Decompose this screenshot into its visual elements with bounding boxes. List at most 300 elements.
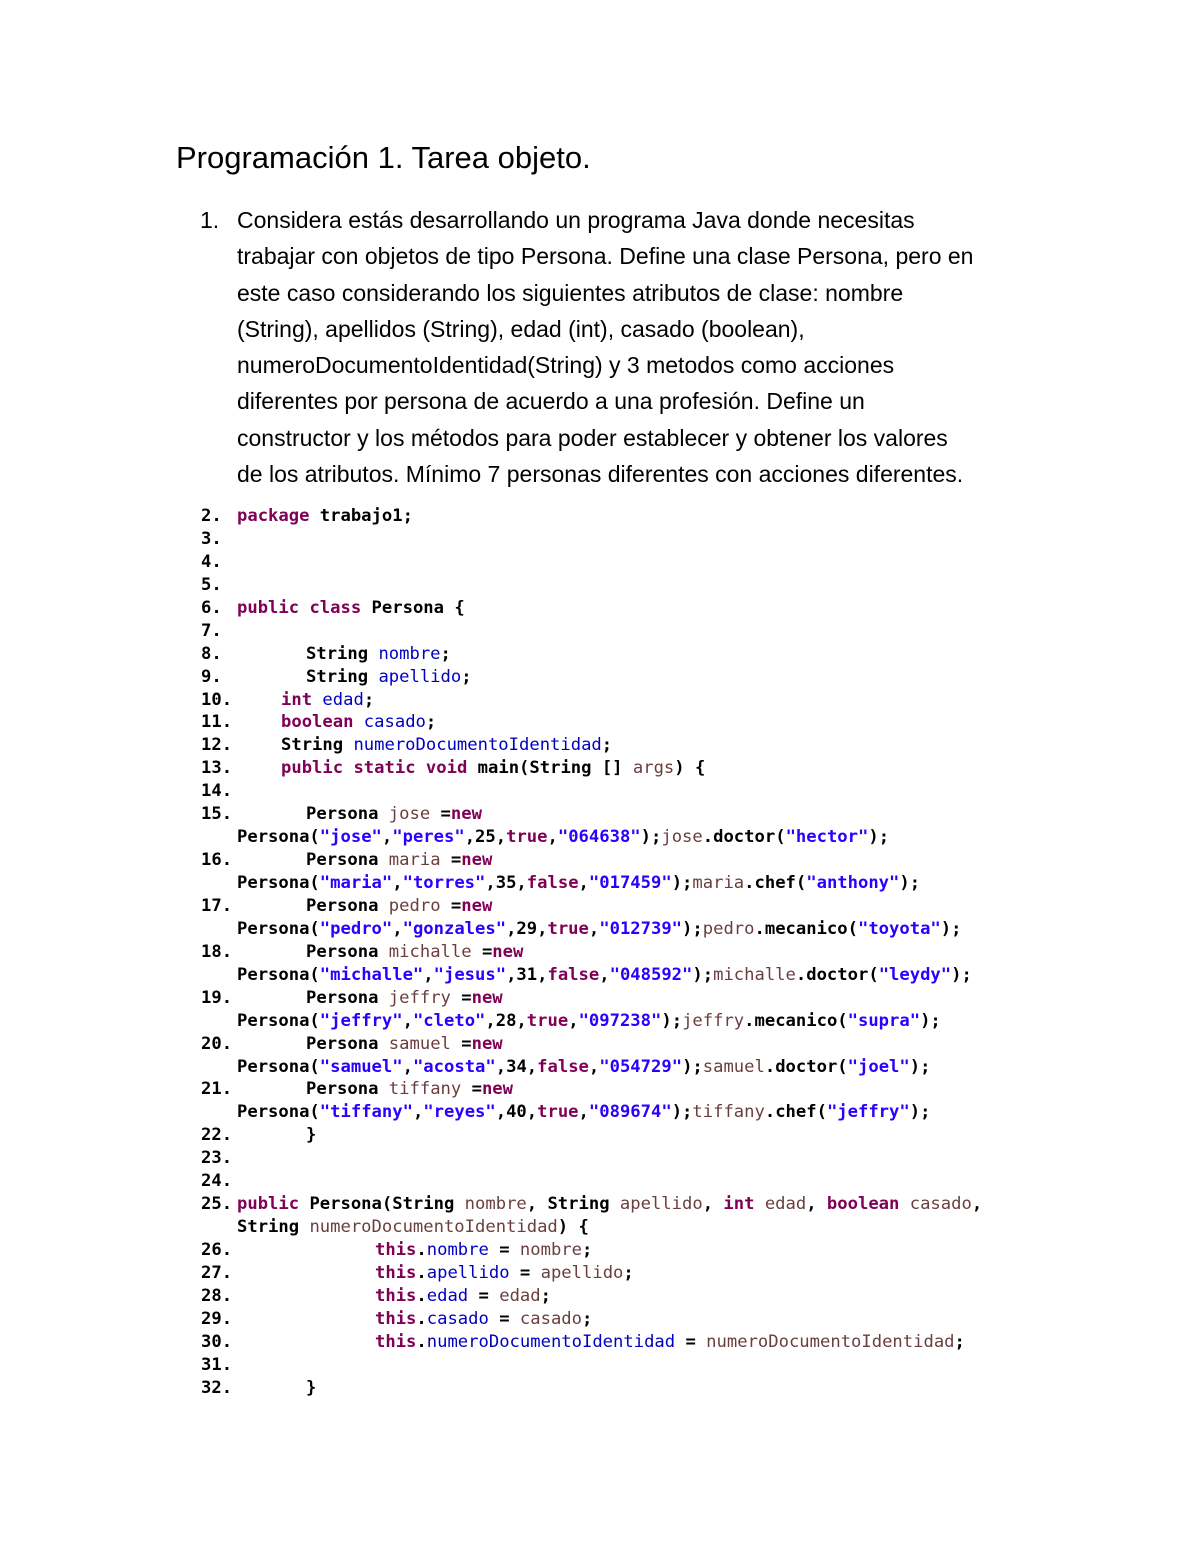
code-token [299, 598, 309, 618]
line-number: 28. [201, 1285, 233, 1306]
line-number: 5. [201, 574, 222, 595]
code-line [0, 1354, 1200, 1377]
code-token: ,25, [464, 827, 507, 848]
code-token: ); [671, 873, 693, 893]
code-line [0, 941, 1200, 964]
code-token: true [506, 827, 548, 848]
code-token: ); [661, 1010, 683, 1031]
code-token: = [430, 804, 451, 825]
code-token: casado [909, 1194, 972, 1215]
code-token: public [237, 1194, 300, 1215]
question-text [237, 202, 1057, 492]
code-token: , [588, 918, 600, 939]
code-token: , [381, 827, 393, 848]
code-text [306, 895, 492, 918]
code-text [281, 734, 612, 757]
code-token: "samuel" [319, 1056, 403, 1077]
code-token: apellido [619, 1194, 703, 1215]
code-token: = [450, 987, 472, 1008]
code-token: casado [519, 1308, 582, 1329]
code-token: "toyota" [857, 918, 941, 939]
code-token: "048592" [609, 964, 693, 985]
code-text [237, 918, 961, 941]
code-line [0, 528, 1200, 551]
code-token: new [461, 895, 493, 916]
code-token: "leydy" [878, 964, 952, 985]
line-number: 24. [201, 1171, 233, 1192]
question-line: este caso considerando los siguientes atributos de clase: nombre [237, 279, 904, 306]
code-token: ,34, [495, 1056, 538, 1077]
code-token: .mecanico( [754, 918, 858, 939]
line-number: 15. [201, 804, 233, 825]
code-token: true [537, 1102, 579, 1123]
code-token: class [309, 597, 362, 618]
code-line [0, 826, 1200, 849]
code-line [0, 666, 1200, 689]
code-token: = [461, 1079, 482, 1100]
code-listing [0, 505, 1200, 1400]
code-token: .doctor( [764, 1056, 848, 1077]
code-token: , [412, 1102, 424, 1123]
code-token: this [375, 1262, 417, 1283]
code-token: "anthony" [806, 873, 900, 893]
code-token: , [547, 827, 558, 848]
code-token: jeffry [388, 987, 451, 1008]
code-line [0, 987, 1200, 1010]
code-text [237, 1010, 941, 1033]
code-token: jose [388, 804, 431, 825]
code-token: new [461, 850, 493, 871]
code-token: boolean [826, 1194, 900, 1215]
code-token: , String [526, 1194, 620, 1215]
code-token [353, 712, 363, 732]
question-line: (String), apellidos (String), edad (int), casado (boolean), [237, 315, 805, 342]
line-number: 13. [201, 758, 233, 779]
code-token: , [599, 964, 610, 985]
code-token: ; [582, 1240, 593, 1260]
code-text [306, 1033, 503, 1056]
code-token: .chef( [744, 873, 807, 893]
code-token: void [425, 758, 468, 779]
code-token: ); [640, 827, 662, 848]
code-token: "maria" [319, 873, 393, 893]
code-token: , [578, 1102, 589, 1123]
code-token: Persona [306, 987, 389, 1008]
code-token: "054729" [599, 1056, 683, 1077]
line-number: 25. [201, 1194, 233, 1215]
code-token: = [468, 1285, 500, 1306]
code-token: numeroDocumentoIdentidad [706, 1331, 955, 1352]
code-token: ; [954, 1331, 965, 1352]
code-token: ); [940, 918, 962, 939]
code-token: Persona( [237, 964, 320, 985]
code-token: , [971, 1194, 983, 1215]
question-line: Considera estás desarrollando un programa Java donde necesitas [237, 207, 915, 233]
code-text [237, 505, 413, 528]
code-token [343, 758, 353, 778]
code-token: true [526, 1010, 569, 1031]
code-token: casado [363, 712, 426, 733]
code-text [306, 1078, 513, 1101]
line-number: 27. [201, 1262, 233, 1283]
code-token: . [416, 1262, 427, 1283]
code-token: "jeffry" [826, 1102, 910, 1123]
code-token: . [416, 1240, 427, 1260]
code-token: ); [868, 827, 890, 848]
code-line [0, 1124, 1200, 1147]
question-line: constructor y los métodos para poder establecer y obtener los valores [237, 424, 948, 451]
code-token: .mecanico( [744, 1010, 848, 1031]
code-token: ,35, [485, 873, 527, 893]
code-token: } [306, 1125, 317, 1146]
code-line [0, 597, 1200, 620]
code-token: Persona( [237, 873, 320, 893]
code-token: "michalle" [319, 964, 424, 985]
code-text [375, 1308, 592, 1331]
code-token: samuel [702, 1056, 765, 1077]
code-token: edad [764, 1194, 807, 1215]
code-token: false [537, 1056, 589, 1077]
line-number: 19. [201, 987, 233, 1008]
line-number: 12. [201, 735, 233, 756]
code-token: nombre [519, 1240, 582, 1260]
line-number: 11. [201, 712, 233, 733]
code-token: , [568, 1010, 579, 1031]
code-token: nombre [464, 1194, 527, 1215]
code-token: . [416, 1285, 427, 1306]
question-line: de los atributos. Mínimo 7 personas diferentes con acciones diferentes. [237, 461, 964, 488]
code-token: public [237, 597, 300, 618]
code-line [0, 1056, 1200, 1079]
code-token: new [450, 804, 482, 825]
code-token: String [306, 666, 379, 687]
code-token: ; [601, 735, 613, 756]
code-token: ) { [674, 758, 706, 779]
code-token: Persona( [237, 1056, 320, 1077]
code-token: .chef( [764, 1102, 827, 1123]
code-token: this [375, 1285, 417, 1306]
code-token: package [237, 506, 310, 526]
code-text [281, 711, 436, 734]
code-line [0, 1101, 1200, 1124]
code-token: numeroDocumentoIdentidad [353, 735, 602, 756]
code-token: "017459" [588, 873, 672, 893]
code-token: this [375, 1240, 417, 1260]
code-token: "cleto" [412, 1010, 486, 1031]
code-text [306, 643, 451, 666]
code-token: ); [909, 1102, 931, 1123]
code-token: michalle [713, 964, 796, 985]
code-token: int [281, 689, 313, 710]
code-token: .doctor( [702, 827, 786, 848]
line-number: 10. [201, 689, 233, 710]
code-token: ,40, [495, 1102, 538, 1123]
line-number: 6. [201, 597, 222, 618]
code-token: false [547, 964, 600, 985]
code-token: Persona { [361, 597, 465, 618]
code-token: "reyes" [423, 1102, 496, 1123]
code-token: Persona( [237, 918, 320, 939]
code-token: Persona [306, 895, 389, 916]
code-token: = [509, 1262, 541, 1283]
code-line [0, 551, 1200, 574]
code-line [0, 574, 1200, 597]
question-number: 1. [200, 207, 220, 233]
code-token: ); [920, 1010, 941, 1031]
code-token: "supra" [847, 1010, 921, 1031]
line-number: 30. [201, 1331, 233, 1352]
code-token: numeroDocumentoIdentidad [426, 1331, 676, 1352]
code-token: String [237, 1217, 310, 1238]
code-token: "peres" [392, 827, 465, 848]
code-line [0, 757, 1200, 780]
code-token: pedro [702, 918, 755, 939]
code-token: ); [682, 1056, 703, 1077]
code-line [0, 849, 1200, 872]
line-number: 16. [201, 850, 233, 871]
code-token: ); [951, 964, 972, 985]
code-token: ; [461, 666, 472, 687]
code-text [237, 597, 465, 620]
line-number: 23. [201, 1148, 233, 1169]
line-number: 18. [201, 941, 233, 962]
code-token: } [306, 1377, 317, 1398]
line-number: 20. [201, 1033, 233, 1054]
code-token: . [416, 1308, 427, 1329]
code-line [0, 1239, 1200, 1262]
code-token: = [450, 1033, 472, 1054]
code-token: maria [388, 850, 441, 871]
code-token: ,28, [485, 1010, 527, 1031]
line-number: 31. [201, 1354, 233, 1375]
code-token: ) { [557, 1217, 589, 1238]
code-token: tiffany [692, 1102, 765, 1123]
code-line [0, 643, 1200, 666]
code-line [0, 1308, 1200, 1331]
code-token: = [440, 895, 462, 916]
code-text [237, 1193, 982, 1216]
code-token: "acosta" [412, 1056, 496, 1077]
code-token: michalle [388, 941, 472, 962]
line-number: 29. [201, 1308, 233, 1329]
code-token: ; [425, 712, 437, 733]
code-token: trabajo1; [309, 506, 413, 526]
code-token: new [471, 987, 503, 1008]
code-token: String [281, 735, 354, 756]
code-line [0, 1331, 1200, 1354]
code-token: apellido [426, 1262, 510, 1283]
code-token: ,29, [506, 918, 548, 939]
code-token: numeroDocumentoIdentidad [309, 1217, 558, 1238]
code-text [306, 849, 492, 872]
code-token: ; [582, 1308, 593, 1329]
code-line [0, 505, 1200, 528]
code-token: Persona( [237, 827, 320, 848]
code-text [237, 1101, 930, 1124]
line-number: 3. [201, 528, 222, 549]
code-token: , [402, 1010, 413, 1031]
code-token: true [547, 918, 589, 939]
code-token: maria [692, 873, 745, 893]
line-number: 14. [201, 781, 233, 802]
line-number: 8. [201, 643, 222, 664]
code-token: = [440, 850, 462, 871]
code-line [0, 895, 1200, 918]
code-token: , [578, 873, 589, 893]
code-token: new [481, 1079, 513, 1100]
code-token: casado [426, 1308, 489, 1329]
code-line [0, 1262, 1200, 1285]
code-token: main(String [] [467, 758, 633, 779]
code-token: ; [540, 1285, 551, 1306]
page-title: Programación 1. Tarea objeto. [176, 140, 591, 175]
code-token: "012739" [599, 918, 683, 939]
code-token: = [471, 941, 493, 962]
code-token: int [723, 1194, 755, 1215]
code-line [0, 780, 1200, 803]
code-text [237, 826, 889, 849]
code-token: Persona [306, 804, 389, 825]
code-line [0, 1078, 1200, 1101]
code-token: "joel" [847, 1056, 910, 1077]
code-token: static [353, 758, 416, 779]
code-token: edad [499, 1285, 541, 1306]
code-token: ); [682, 918, 703, 939]
code-token: public [281, 758, 344, 779]
code-text [375, 1239, 592, 1262]
code-text [306, 1377, 316, 1400]
code-token: "jesus" [433, 964, 507, 985]
code-token: , [392, 918, 403, 939]
code-text [375, 1331, 965, 1354]
code-text [306, 987, 503, 1010]
code-line [0, 1285, 1200, 1308]
code-token: jose [661, 827, 703, 848]
code-line [0, 1193, 1200, 1216]
question-line: numeroDocumentoIdentidad(String) y 3 metodos como acciones [237, 352, 895, 379]
code-token: ; [623, 1262, 634, 1283]
code-token: , [392, 873, 403, 893]
line-number: 4. [201, 551, 222, 572]
code-token: "tiffany" [319, 1102, 413, 1123]
code-token: , [806, 1194, 827, 1215]
code-text [237, 1216, 589, 1239]
code-text [306, 1124, 316, 1147]
code-token [899, 1194, 909, 1214]
code-line [0, 1377, 1200, 1400]
code-line [0, 734, 1200, 757]
code-token: this [375, 1331, 417, 1352]
code-token: = [675, 1331, 707, 1352]
code-line [0, 711, 1200, 734]
question-line: trabajar con objetos de tipo Persona. Define una clase Persona, pero en [237, 243, 974, 270]
code-token: = [488, 1308, 520, 1329]
code-token [754, 1194, 764, 1214]
code-token: false [526, 873, 579, 893]
code-token: edad [322, 689, 364, 710]
code-line [0, 1033, 1200, 1056]
line-number: 22. [201, 1125, 233, 1146]
code-token: Persona(String [299, 1194, 465, 1215]
code-token: "gonzales" [402, 918, 507, 939]
line-number: 7. [201, 620, 222, 641]
code-token: new [492, 941, 524, 962]
code-token: . [416, 1331, 427, 1352]
code-token: ); [899, 873, 921, 893]
code-token: Persona( [237, 1102, 320, 1123]
code-token: Persona [306, 1079, 389, 1100]
code-token: "jose" [319, 827, 382, 848]
line-number: 2. [201, 506, 222, 526]
line-number: 26. [201, 1240, 233, 1260]
code-token: samuel [388, 1033, 451, 1054]
code-line [0, 1010, 1200, 1033]
code-text [237, 964, 972, 987]
code-token: nombre [426, 1240, 489, 1260]
code-token: "jeffry" [319, 1010, 403, 1031]
code-line [0, 803, 1200, 826]
code-token: new [471, 1033, 503, 1054]
code-line [0, 1147, 1200, 1170]
code-token: jeffry [682, 1010, 745, 1031]
code-token: "064638" [557, 827, 641, 848]
code-token: , [423, 964, 434, 985]
code-token: ); [909, 1056, 931, 1077]
code-text [306, 803, 482, 826]
code-text [281, 757, 705, 780]
code-token: Persona( [237, 1010, 320, 1031]
code-token: ); [692, 964, 714, 985]
code-token: edad [426, 1285, 469, 1306]
code-token: ); [671, 1102, 693, 1123]
code-line [0, 1216, 1200, 1239]
code-line [0, 620, 1200, 643]
code-token: String [306, 643, 379, 664]
code-token: = [488, 1240, 520, 1260]
line-number: 9. [201, 666, 222, 687]
code-token: .doctor( [795, 964, 879, 985]
code-token: Persona [306, 850, 389, 871]
code-text [375, 1262, 634, 1285]
code-text [237, 872, 920, 895]
code-token: Persona [306, 1033, 389, 1054]
code-token: apellido [540, 1262, 624, 1283]
question-line: diferentes por persona de acuerdo a una profesión. Define un [237, 388, 865, 415]
code-token: args [632, 758, 675, 779]
code-token: ,31, [506, 964, 548, 985]
code-token: boolean [281, 712, 354, 733]
code-line [0, 964, 1200, 987]
code-token: ; [363, 689, 375, 710]
line-number: 32. [201, 1377, 233, 1398]
code-token: , [402, 1056, 413, 1077]
code-token [312, 690, 322, 710]
code-token: this [375, 1308, 417, 1329]
code-text [237, 1056, 930, 1079]
code-token: "089674" [588, 1102, 672, 1123]
code-token: Persona [306, 941, 389, 962]
code-token: , [702, 1194, 724, 1215]
code-token: apellido [378, 666, 462, 687]
code-token: ; [440, 643, 451, 664]
code-token: "torres" [402, 873, 486, 893]
code-token: "pedro" [319, 918, 393, 939]
code-token: pedro [388, 895, 441, 916]
code-token: "097238" [578, 1010, 662, 1031]
code-line [0, 918, 1200, 941]
code-token: , [588, 1056, 600, 1077]
code-text [375, 1285, 551, 1308]
